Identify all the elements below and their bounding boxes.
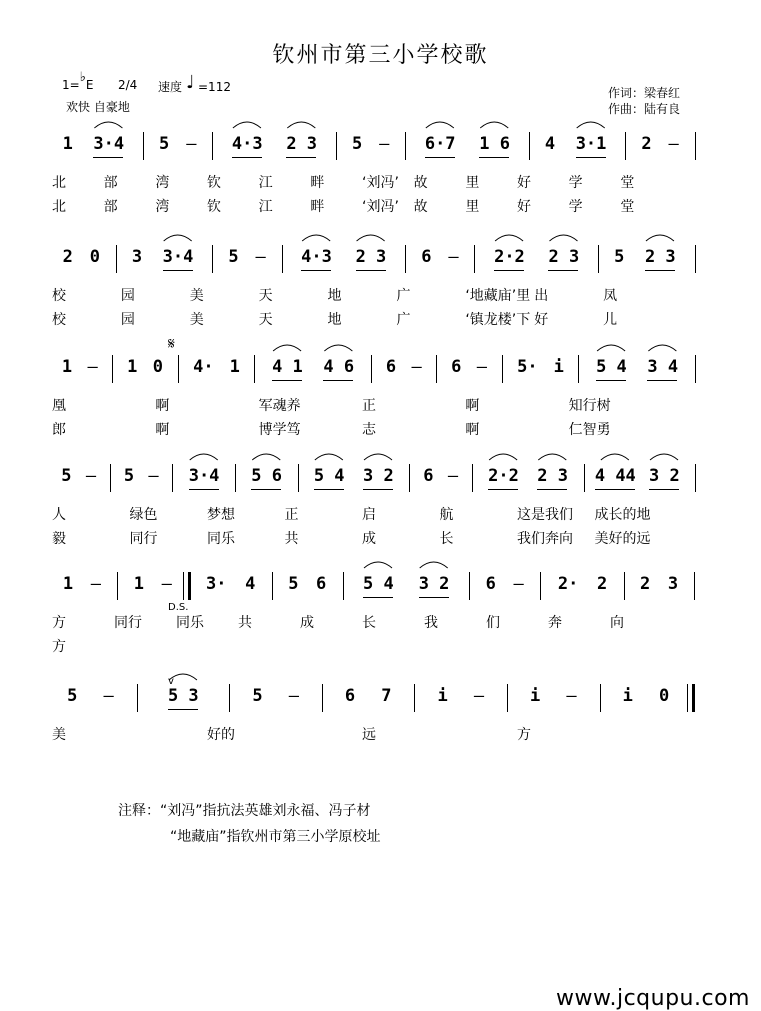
lyric-word: 啊 xyxy=(155,398,170,414)
note-group: 5 xyxy=(288,574,299,594)
lyric-word: 成 xyxy=(362,531,376,547)
beam-underline xyxy=(93,157,123,158)
barline xyxy=(298,464,299,492)
lyric-word: 天 xyxy=(258,288,273,304)
lyric-word: 长 xyxy=(439,531,454,547)
lyric-word: 共 xyxy=(238,615,252,631)
lyric-word: ‘刘冯’ xyxy=(362,199,399,215)
note-group: 1 xyxy=(229,357,240,377)
lyric-word: 人 xyxy=(52,507,66,523)
slur-arc xyxy=(94,122,122,128)
note-group: 5 4 xyxy=(363,574,394,594)
lyric-word: 钦 xyxy=(207,175,221,191)
beam-underline xyxy=(494,270,524,271)
dash-symbol: – xyxy=(448,247,459,267)
dash-symbol: – xyxy=(103,686,114,706)
beam-underline xyxy=(645,270,675,271)
lyric-word: 成长的地 xyxy=(594,507,651,523)
lyric-word: 正 xyxy=(284,507,299,523)
barline xyxy=(137,684,138,712)
note-group: 4· xyxy=(193,357,214,377)
slur-arc xyxy=(273,345,301,351)
barline xyxy=(405,245,406,273)
note-group: 5 4 xyxy=(596,357,627,377)
tempo-value: =112 xyxy=(198,80,231,94)
slur-arc xyxy=(495,235,523,241)
lyric-word: ‘地藏庙’里 xyxy=(465,288,531,304)
note-group: 2·2 xyxy=(494,247,525,267)
beam-underline xyxy=(576,157,606,158)
barline xyxy=(336,132,337,160)
lyric-word: 同乐 xyxy=(207,531,235,547)
barline xyxy=(343,572,344,600)
beam-underline xyxy=(323,380,353,381)
staff-row xyxy=(48,462,718,496)
lyric-word: 啊 xyxy=(465,422,480,438)
beam-underline xyxy=(537,489,567,490)
beam-underline xyxy=(647,380,677,381)
barline xyxy=(624,572,625,600)
barline xyxy=(472,464,473,492)
key-signature: 1=♭E xyxy=(62,70,94,92)
slur-arc xyxy=(577,122,605,128)
note-group: 3·4 xyxy=(162,247,194,267)
note-group: 6 xyxy=(316,574,327,594)
barline xyxy=(695,355,696,383)
note-group: 5· xyxy=(517,357,538,377)
lyric-word: 毅 xyxy=(52,531,66,547)
lyric-word: 堂 xyxy=(620,175,635,191)
lyric-word: 好的 xyxy=(207,727,235,743)
note-group: i xyxy=(622,686,633,706)
barline xyxy=(183,572,184,600)
beam-underline xyxy=(314,489,344,490)
beam-underline xyxy=(363,489,393,490)
lyric-word: 畔 xyxy=(310,199,325,215)
barline xyxy=(507,684,508,712)
lyric-word: 郎 xyxy=(52,422,66,438)
note-group: 4·3 xyxy=(231,134,263,154)
barline xyxy=(143,132,144,160)
slur-arc xyxy=(650,454,678,460)
slur-marks xyxy=(48,672,708,682)
note-group: 5 xyxy=(159,134,170,154)
barline xyxy=(598,245,599,273)
lyric-word: 园 xyxy=(120,288,135,304)
beam-underline xyxy=(488,489,518,490)
lyric-word: 我们奔向 xyxy=(517,531,573,547)
staff-row xyxy=(48,353,718,387)
beam-underline xyxy=(356,270,386,271)
note-group: 2 3 xyxy=(548,247,580,267)
dash-symbol: – xyxy=(668,134,679,154)
dash-symbol: – xyxy=(513,574,524,594)
double-barline xyxy=(692,684,695,712)
lyric-word: 校 xyxy=(52,288,66,304)
barline xyxy=(178,355,179,383)
beam-underline xyxy=(251,489,281,490)
note-group: 5 xyxy=(351,134,363,154)
note-group: 3· xyxy=(206,574,227,594)
note-group: 2 3 xyxy=(355,247,387,267)
note-group: 2 3 xyxy=(286,134,318,154)
slur-arc xyxy=(302,235,330,241)
slur-arc xyxy=(426,122,454,128)
slur-arc xyxy=(190,454,218,460)
lyric-word: 地 xyxy=(327,288,342,304)
barline xyxy=(110,464,111,492)
note-group: 3 xyxy=(131,247,143,267)
beam-underline xyxy=(301,270,331,271)
lyric-word: 美好的远 xyxy=(594,531,651,547)
note-group: 5 xyxy=(228,247,239,267)
barline xyxy=(695,464,696,492)
slur-arc xyxy=(549,235,577,241)
ds-marker: D.S. xyxy=(168,602,189,613)
barline xyxy=(578,355,579,383)
beam-underline xyxy=(596,380,626,381)
note-group: 0 xyxy=(152,357,163,377)
dash-symbol: – xyxy=(161,574,172,594)
lyric-word: 共 xyxy=(284,531,299,547)
barline xyxy=(322,684,323,712)
note-group: 3·1 xyxy=(575,134,607,154)
beam-underline xyxy=(479,157,509,158)
lyric-word: 里 xyxy=(465,199,480,215)
beam-underline xyxy=(425,157,455,158)
slur-arc xyxy=(164,235,192,241)
beam-underline xyxy=(272,380,302,381)
lyric-word: 仁智勇 xyxy=(568,422,611,438)
lyric-word: 出 xyxy=(534,288,549,304)
lyric-word: 故 xyxy=(413,199,428,215)
barline xyxy=(405,132,406,160)
slur-arc xyxy=(538,454,566,460)
lyric-word: 湾 xyxy=(155,175,170,191)
lyric-word: 长 xyxy=(362,615,376,631)
note-group: 4 1 xyxy=(272,357,303,377)
barline xyxy=(625,132,626,160)
barline xyxy=(540,572,541,600)
note-group: 0 xyxy=(89,247,101,267)
dash-symbol: – xyxy=(85,466,97,486)
note-group: i xyxy=(553,357,564,377)
lyric-word: 北 xyxy=(52,175,66,191)
page-title: 钦州市第三小学校歌 xyxy=(272,43,489,68)
note-group: 3 4 xyxy=(647,357,679,377)
note-group: 5 xyxy=(67,686,78,706)
lyric-word: 好 xyxy=(517,175,531,191)
lyric-word: 广 xyxy=(396,288,411,304)
note-group: i xyxy=(530,686,541,706)
lyric-word: 部 xyxy=(103,175,118,191)
dash-symbol: – xyxy=(148,466,159,486)
barline xyxy=(409,464,410,492)
lyric-word: 们 xyxy=(486,615,500,631)
dash-symbol: – xyxy=(288,686,299,706)
beam-underline xyxy=(649,489,679,490)
note-group: 4 xyxy=(544,134,556,154)
lyric-word: 畔 xyxy=(310,175,325,191)
lyric-word: 美 xyxy=(189,288,204,304)
barline xyxy=(229,684,230,712)
slur-arc xyxy=(480,122,508,128)
barline xyxy=(695,132,696,160)
lyric-word: 湾 xyxy=(155,199,170,215)
lyric-word: 奔 xyxy=(548,615,562,631)
note-group: 6·7 xyxy=(424,134,456,154)
note-group: 2 3 xyxy=(644,247,676,267)
lyric-word: 故 xyxy=(413,175,428,191)
note-group: 3·4 xyxy=(188,466,220,486)
note-group: i xyxy=(437,686,448,706)
lyric-word: ‘刘冯’ xyxy=(362,175,399,191)
beam-underline xyxy=(595,489,635,490)
lyric-word: 远 xyxy=(362,727,376,743)
staff-row xyxy=(48,243,718,277)
double-barline xyxy=(188,572,191,600)
note-group: 4 xyxy=(245,574,256,594)
note-group: 2 3 xyxy=(537,466,568,486)
note-group: 1 xyxy=(127,357,138,377)
barline xyxy=(112,355,113,383)
lyric-word: 好 xyxy=(517,199,531,215)
barline xyxy=(695,245,696,273)
style-marking: 欢快 自豪地 xyxy=(66,100,130,114)
note-group: 5 xyxy=(123,466,135,486)
note-group: 5 3 xyxy=(167,686,199,706)
note-group: 4·3 xyxy=(301,247,332,267)
lyric-word: 志 xyxy=(362,422,376,438)
lyric-word: 启 xyxy=(362,507,376,523)
barline xyxy=(172,464,173,492)
time-signature: 2/4 xyxy=(118,78,138,92)
note-group: 2· xyxy=(557,574,579,594)
lyric-word: 军魂养 xyxy=(258,398,301,414)
composer: 作曲：陆有良 xyxy=(608,102,681,116)
barline xyxy=(436,355,437,383)
lyric-word: 学 xyxy=(568,199,583,215)
lyric-word: 好 xyxy=(534,312,549,328)
slur-arc xyxy=(357,235,385,241)
slur-arc xyxy=(489,454,517,460)
slur-arc xyxy=(252,454,280,460)
beam-underline xyxy=(189,489,219,490)
note-group: 6 xyxy=(385,357,397,377)
barline xyxy=(502,355,503,383)
lyric-word: 江 xyxy=(258,175,273,191)
beam-underline xyxy=(232,157,262,158)
slur-marks xyxy=(48,120,708,130)
barline xyxy=(694,572,695,600)
note-group: 1 xyxy=(133,574,145,594)
barline xyxy=(414,684,415,712)
note-group: 3 xyxy=(667,574,679,594)
lyric-word: 儿 xyxy=(603,312,618,328)
note-group: 1 xyxy=(61,357,73,377)
slur-marks xyxy=(48,343,708,353)
note-group: 2·2 xyxy=(488,466,519,486)
lyric-word: ‘镇龙楼’下 xyxy=(465,312,531,328)
slur-marks xyxy=(48,452,708,462)
note-group: 6 xyxy=(344,686,356,706)
dash-symbol: – xyxy=(186,134,197,154)
lyric-word: 美 xyxy=(52,727,66,743)
lyric-word: 美 xyxy=(189,312,204,328)
barline xyxy=(469,572,470,600)
note-group: 1 6 xyxy=(479,134,510,154)
slur-marks xyxy=(48,233,708,243)
lyric-word: 绿色 xyxy=(129,507,158,523)
slur-arc xyxy=(420,562,448,568)
lyric-word: 钦 xyxy=(207,199,221,215)
lyric-word: 航 xyxy=(439,507,454,523)
lyric-word: 部 xyxy=(103,199,118,215)
lyric-word: 方 xyxy=(517,727,531,743)
lyric-word: 同行 xyxy=(114,615,142,631)
lyric-word: 天 xyxy=(258,312,273,328)
lyric-word: 同乐 xyxy=(176,615,204,631)
lyricist: 作词：梁春红 xyxy=(608,86,681,100)
lyric-word: 方 xyxy=(52,639,66,655)
barline xyxy=(254,355,255,383)
lyric-word: 向 xyxy=(610,615,624,631)
lyric-word: 地 xyxy=(327,312,342,328)
note-group: 3 2 xyxy=(363,466,394,486)
barline xyxy=(272,572,273,600)
segno-icon: 𝄋 xyxy=(168,334,175,353)
dash-symbol: – xyxy=(566,686,577,706)
beam-underline xyxy=(163,270,193,271)
slur-arc xyxy=(364,562,392,568)
slur-arc xyxy=(315,454,343,460)
lyric-word: 啊 xyxy=(155,422,170,438)
quarter-note-icon: ♩ xyxy=(186,72,195,93)
slur-arc xyxy=(597,345,625,351)
lyric-word: 梦想 xyxy=(207,507,235,523)
lyric-word: 江 xyxy=(258,199,273,215)
lyric-word: 校 xyxy=(52,312,66,328)
dash-symbol: – xyxy=(473,686,485,706)
lyric-word: 北 xyxy=(52,199,66,215)
beam-underline xyxy=(168,709,198,710)
lyric-word: 知行树 xyxy=(568,398,611,414)
lyric-word: 广 xyxy=(396,312,411,328)
slur-arc xyxy=(646,235,674,241)
lyric-word: 博学笃 xyxy=(258,422,301,438)
note-group: 6 xyxy=(485,574,496,594)
note-group: 2 xyxy=(641,134,652,154)
dash-symbol: – xyxy=(411,357,422,377)
dash-symbol: – xyxy=(379,134,390,154)
barline xyxy=(529,132,530,160)
slur-arc xyxy=(601,454,629,460)
lyric-word: 里 xyxy=(465,175,480,191)
barline xyxy=(584,464,585,492)
barline xyxy=(212,132,213,160)
tempo-label: 速度 xyxy=(158,80,183,94)
note-group: 3·4 xyxy=(93,134,125,154)
lyric-word: 这是我们 xyxy=(517,507,573,523)
dash-symbol: – xyxy=(476,357,487,377)
note-group: 2 xyxy=(640,574,651,594)
staff-row xyxy=(48,570,718,604)
lyric-word: 啊 xyxy=(465,398,480,414)
slur-arc xyxy=(364,454,392,460)
watermark: www.jcqupu.com xyxy=(556,986,750,1011)
note-group: 6 xyxy=(451,357,462,377)
slur-arc xyxy=(324,345,352,351)
slur-arc xyxy=(648,345,676,351)
annotation-note-2: “地藏庙”指钦州市第三小学原校址 xyxy=(170,829,381,845)
barline xyxy=(687,684,688,712)
note-group: 1 xyxy=(62,574,74,594)
slur-arc xyxy=(287,122,315,128)
barline xyxy=(117,572,118,600)
slur-marks xyxy=(48,560,708,570)
lyric-word: 方 xyxy=(52,615,66,631)
lyric-word: 同行 xyxy=(129,531,158,547)
note-group: 4 6 xyxy=(323,357,355,377)
note-group: 4 44 xyxy=(594,466,636,486)
barline xyxy=(235,464,236,492)
barline xyxy=(371,355,372,383)
lyric-word: 学 xyxy=(568,175,583,191)
beam-underline xyxy=(286,157,316,158)
note-group: 7 xyxy=(381,686,392,706)
note-group: 1 xyxy=(62,134,73,154)
note-group: 2 xyxy=(62,247,73,267)
lyric-word: 堂 xyxy=(620,199,635,215)
staff-row xyxy=(48,130,718,164)
lyric-word: 凤 xyxy=(603,288,618,304)
barline xyxy=(116,245,117,273)
note-group: 3 2 xyxy=(649,466,680,486)
note-group: 5 xyxy=(614,247,625,267)
note-group: 5 xyxy=(252,686,263,706)
staff-row xyxy=(48,682,718,716)
dash-symbol: – xyxy=(87,357,98,377)
note-group: 6 xyxy=(421,247,432,267)
dash-symbol: – xyxy=(255,247,266,267)
beam-underline xyxy=(363,597,393,598)
barline xyxy=(212,245,213,273)
lyric-word: 园 xyxy=(120,312,135,328)
dash-symbol: – xyxy=(90,574,102,594)
note-group: 6 xyxy=(423,466,434,486)
barline xyxy=(600,684,601,712)
note-group: 5 4 xyxy=(313,466,345,486)
note-group: 5 xyxy=(61,466,72,486)
beam-underline xyxy=(419,597,449,598)
annotation-note-1: 注释：“刘冯”指抗法英雄刘永福、冯子材 xyxy=(118,803,371,819)
note-group: 3 2 xyxy=(418,574,450,594)
breath-mark: v xyxy=(168,676,174,687)
slur-arc xyxy=(233,122,261,128)
lyric-word: 正 xyxy=(362,398,376,414)
lyric-word: 成 xyxy=(300,615,314,631)
beam-underline xyxy=(548,270,578,271)
note-group: 5 6 xyxy=(251,466,282,486)
barline xyxy=(282,245,283,273)
lyric-word: 我 xyxy=(424,615,438,631)
lyric-word: 凰 xyxy=(52,398,66,414)
note-group: 0 xyxy=(658,686,670,706)
note-group: 2 xyxy=(597,574,608,594)
dash-symbol: – xyxy=(447,466,459,486)
barline xyxy=(474,245,475,273)
